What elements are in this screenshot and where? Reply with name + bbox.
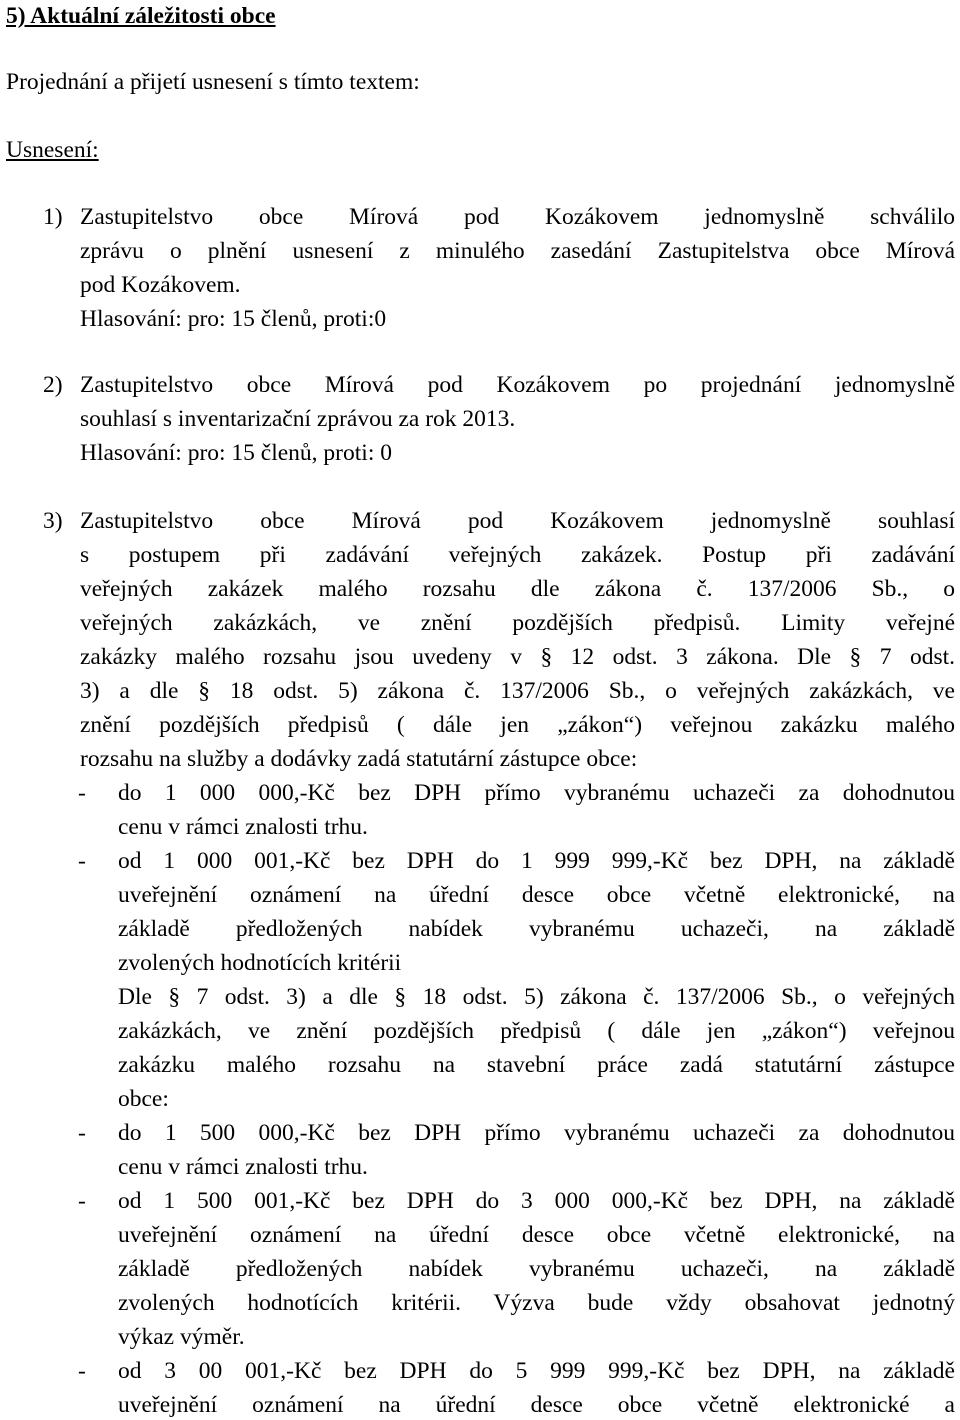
- item-3-number: 3): [43, 508, 63, 534]
- item-2-line: souhlasí s inventarizační zprávou za rok 2013.: [80, 406, 516, 432]
- bullet-line: uveřejnění oznámení na úřední desce obce včetně elektronické a: [118, 1392, 955, 1418]
- bullet-line: cenu v rámci znalosti trhu.: [118, 814, 368, 840]
- item-1-line: pod Kozákovem.: [80, 272, 241, 298]
- item-3-line: znění pozdějších předpisů ( dále jen „zákon“) veřejnou zakázku malého: [80, 712, 955, 738]
- item-2-vote: Hlasování: pro: 15 členů, proti: 0: [80, 440, 392, 466]
- bullet-line: do 1 000 000,-Kč bez DPH přímo vybranému uchazeči za dohodnutou: [118, 780, 955, 806]
- bullet-line: zvolených hodnotících kritérii. Výzva bude vždy obsahovat jednotný: [118, 1290, 955, 1316]
- bullet-line: od 3 00 001,-Kč bez DPH do 5 999 999,-Kč bez DPH, na základě: [118, 1358, 955, 1384]
- construction-line: zakázkách, ve znění pozdějších předpisů ( dále jen „zákon“) veřejnou: [118, 1018, 955, 1044]
- item-3-line: Zastupitelstvo obce Mírová pod Kozákovem jednomyslně souhlasí: [80, 508, 955, 534]
- item-3-line: veřejných zakázek malého rozsahu dle zákona č. 137/2006 Sb., o: [80, 576, 955, 602]
- intro-text: Projednání a přijetí usnesení s tímto textem:: [6, 69, 420, 95]
- bullet-line: od 1 500 001,-Kč bez DPH do 3 000 000,-Kč bez DPH, na základě: [118, 1188, 955, 1214]
- bullet-line: uveřejnění oznámení na úřední desce obce včetně elektronické, na: [118, 1222, 955, 1248]
- bullet-line: zvolených hodnotících kritérii: [118, 950, 402, 976]
- construction-line: zakázku malého rozsahu na stavební práce zadá statutární zástupce: [118, 1052, 955, 1078]
- item-3-line: veřejných zakázkách, ve znění pozdějších předpisů. Limity veřejné: [80, 610, 955, 636]
- item-3-line: rozsahu na služby a dodávky zadá statutární zástupce obce:: [80, 746, 638, 772]
- item-1-vote: Hlasování: pro: 15 členů, proti:0: [80, 306, 387, 332]
- item-3-line: s postupem při zadávání veřejných zakázek. Postup při zadávání: [80, 542, 955, 568]
- bullet-dash: -: [78, 1188, 86, 1214]
- item-1-number: 1): [43, 204, 63, 230]
- resolution-label: Usnesení:: [6, 137, 99, 163]
- construction-line: Dle § 7 odst. 3) a dle § 18 odst. 5) zákona č. 137/2006 Sb., o veřejných: [118, 984, 955, 1010]
- section-title: 5) Aktuální záležitosti obce: [6, 3, 276, 29]
- bullet-line: cenu v rámci znalosti trhu.: [118, 1154, 368, 1180]
- item-1-line: zprávu o plnění usnesení z minulého zasedání Zastupitelstva obce Mírová: [80, 238, 955, 264]
- bullet-line: základě předložených nabídek vybranému uchazeči, na základě: [118, 916, 955, 942]
- bullet-dash: -: [78, 1358, 86, 1384]
- construction-line: obce:: [118, 1086, 169, 1112]
- bullet-dash: -: [78, 780, 86, 806]
- bullet-line: výkaz výměr.: [118, 1324, 245, 1350]
- item-3-line: zakázky malého rozsahu jsou uvedeny v § 12 odst. 3 zákona. Dle § 7 odst.: [80, 644, 955, 670]
- bullet-line: uveřejnění oznámení na úřední desce obce včetně elektronické, na: [118, 882, 955, 908]
- item-3-line: 3) a dle § 18 odst. 5) zákona č. 137/2006 Sb., o veřejných zakázkách, ve: [80, 678, 955, 704]
- bullet-line: základě předložených nabídek vybranému uchazeči, na základě: [118, 1256, 955, 1282]
- item-1-line: Zastupitelstvo obce Mírová pod Kozákovem jednomyslně schválilo: [80, 204, 955, 230]
- item-2-number: 2): [43, 372, 63, 398]
- item-2-line: Zastupitelstvo obce Mírová pod Kozákovem po projednání jednomyslně: [80, 372, 955, 398]
- bullet-line: od 1 000 001,-Kč bez DPH do 1 999 999,-Kč bez DPH, na základě: [118, 848, 955, 874]
- bullet-dash: -: [78, 1120, 86, 1146]
- bullet-dash: -: [78, 848, 86, 874]
- bullet-line: do 1 500 000,-Kč bez DPH přímo vybranému uchazeči za dohodnutou: [118, 1120, 955, 1146]
